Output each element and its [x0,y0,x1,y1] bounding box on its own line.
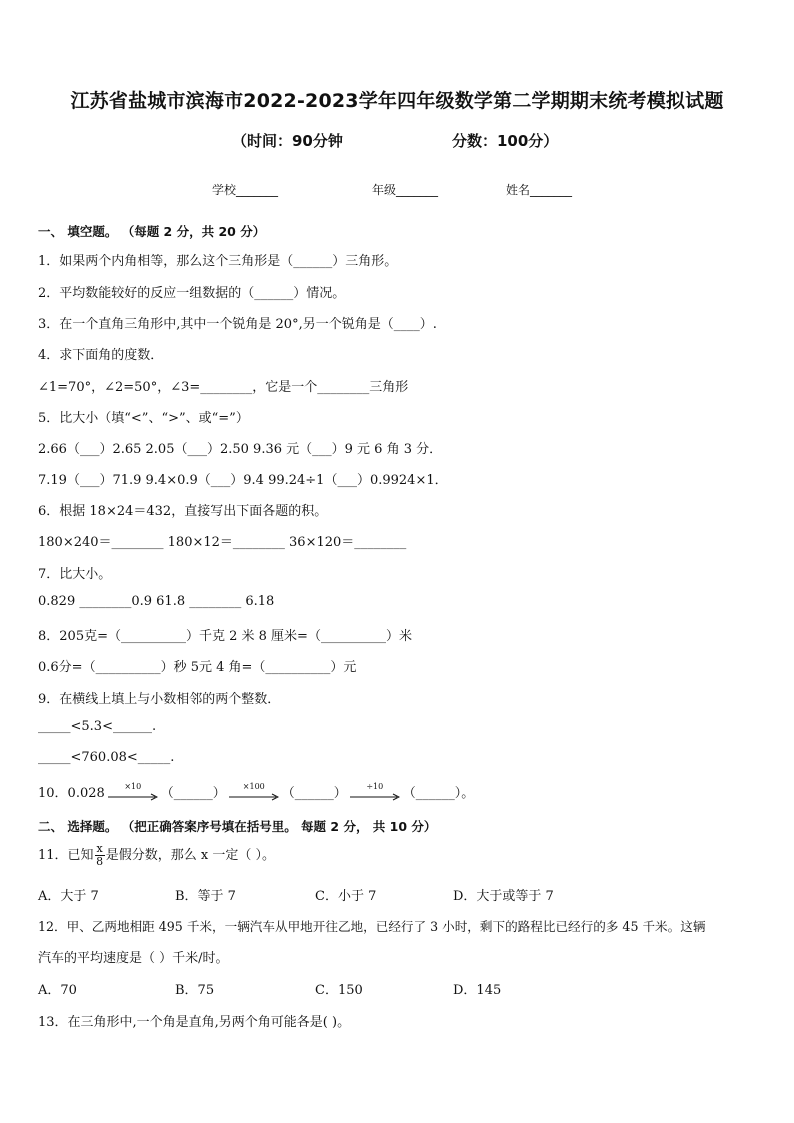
exam-score: 分数：100分） [452,132,559,150]
arrow-times-10-icon: ×10 [108,785,158,803]
question-5-row-2: 7.19（___）71.9 9.4×0.9（___）9.4 99.24÷1（___）0.9924×1． [38,473,448,488]
question-10-blank-2: （______） [281,786,347,801]
question-5: 5．比大小（填“<”、“>”、或“=”） [38,411,249,426]
question-6: 6．根据 18×24＝432，直接写出下面各题的积。 [38,504,328,519]
arrow-times-100-icon: ×100 [229,785,279,803]
section-choice-heading: 二、 选择题。 （把正确答案序号填在括号里。 每题 2 分， 共 10 分） [38,819,437,834]
question-3: 3．在一个直角三角形中,其中一个锐角是 20°,另一个锐角是（____）. [38,317,437,332]
question-2: 2．平均数能较好的反应一组数据的（______）情况。 [38,286,346,301]
name-field: 姓名_______ [506,183,573,197]
question-12-line-1: 12．甲、乙两地相距 495 千米，一辆汽车从甲地开往乙地，已经行了 3 小时，剩下的路程比已经行的多 45 千米。这辆 [38,919,706,934]
question-10-blank-3: （______）。 [402,786,475,801]
exam-title: 江苏省盐城市滨海市2022-2023学年四年级数学第二学期期末统考模拟试题 [70,90,724,112]
question-12-option-a: A．70 [38,983,77,998]
question-8-row-2: 0.6分=（__________）秒 5元 4 角=（__________）元 [38,660,357,675]
question-10-blank-1: （______） [160,786,226,801]
question-11-option-c: C．小于 7 [315,889,377,904]
question-4-detail: ∠1=70°，∠2=50°，∠3=________，它是一个________三角形 [38,380,409,395]
question-12-option-b: B．75 [175,983,215,998]
question-10 [38,782,474,803]
question-9-row-2: _____<760.08<_____. [38,750,175,765]
question-9-row-1: _____<5.3<______. [38,719,157,734]
question-11-option-d: D．大于或等于 7 [453,889,554,904]
exam-time: （时间：90分钟 [232,132,343,150]
question-12-option-c: C．150 [315,983,363,998]
grade-field: 年级_______ [372,183,439,197]
question-6-detail: 180×240＝________ 180×12＝________ 36×120＝________ [38,535,407,550]
question-1: 1．如果两个内角相等，那么这个三角形是（______）三角形。 [38,254,398,269]
question-11-option-b: B．等于 7 [175,889,236,904]
question-11-option-a: A．大于 7 [38,889,99,904]
school-field: 学校_______ [212,183,279,197]
fraction-x-over-8: $\frac{x}{8}$ [96,842,104,868]
question-12-line-2: 汽车的平均速度是（ ）千米/时。 [38,951,229,966]
question-9: 9．在横线上填上与小数相邻的两个整数． [38,692,281,707]
question-7: 7．比大小。 [38,567,112,582]
question-8-row-1: 8．205克=（__________）千克 2 米 8 厘米=（__________）米 [38,629,412,644]
question-13: 13．在三角形中,一个角是直角,另两个角可能各是( )。 [38,1015,351,1030]
question-10-start: 10．0.028 [38,786,105,801]
question-11: 11．已知 $\frac{x}{8}$ 是假分数，那么 x 一定（ ）。 [38,842,275,868]
section-fill-blank-heading: 一、 填空题。 （每题 2 分，共 20 分） [38,224,266,239]
question-5-row-1: 2.66（___）2.65 2.05（___）2.50 9.36 元（___）9 元 6 角 3 分． [38,442,443,457]
question-4: 4．求下面角的度数． [38,348,164,363]
question-7-detail: 0.829 ________0.9 61.8 ________ 6.18 [38,594,275,609]
question-12-option-d: D．145 [453,983,502,998]
arrow-divide-10-icon: ÷10 [350,785,400,803]
